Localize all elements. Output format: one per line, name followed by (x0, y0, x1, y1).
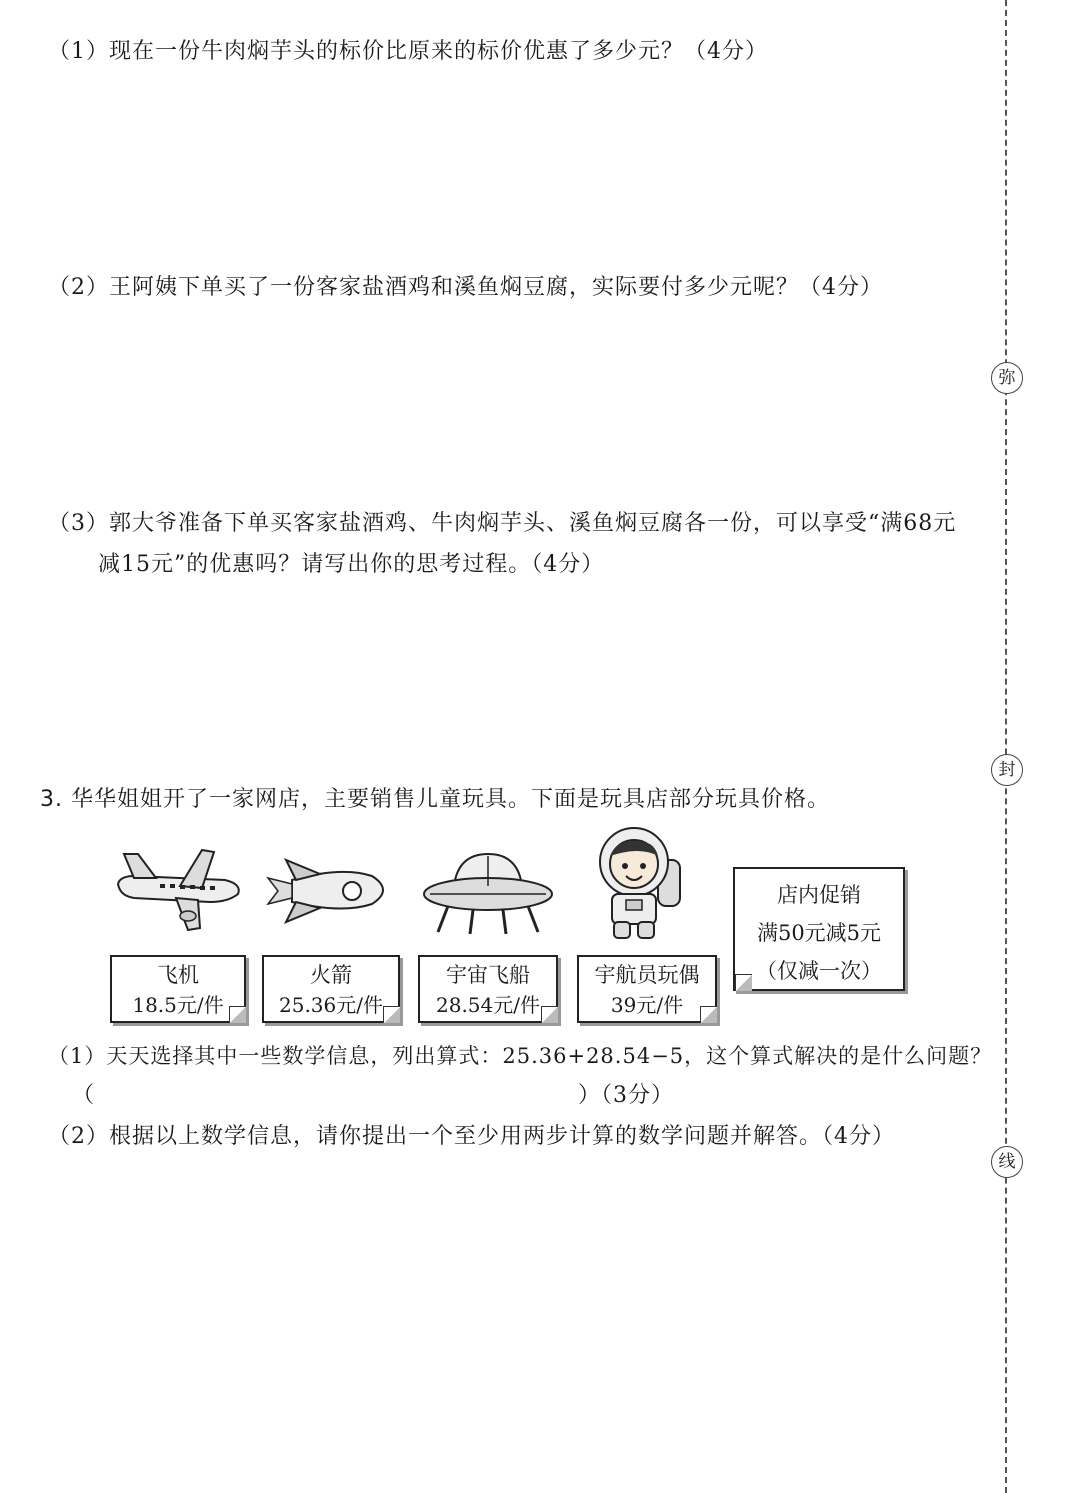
question-2-part-3: （3）郭大爷准备下单买客家盐酒鸡、牛肉焖芋头、溪鱼焖豆腐各一份，可以享受“满68元 (48, 511, 957, 536)
toy-name: 宇航员玩偶 (594, 963, 700, 987)
page-curl (383, 1006, 400, 1023)
page-curl (735, 974, 752, 991)
answer-blank-open: （ (72, 1083, 96, 1108)
toy-price: 39元/件 (610, 993, 684, 1017)
question-3-part-1: （1）天天选择其中一些数学信息，列出算式：25.36+28.54−5，这个算式解决的是什么问题？ (48, 1044, 993, 1068)
question-2-part-3-cont: 减15元”的优惠吗？请写出你的思考过程。（4分） (98, 552, 605, 577)
toy-price: 18.5元/件 (132, 993, 224, 1017)
question-3-stem: 3. 华华姐姐开了一家网店，主要销售儿童玩具。下面是玩具店部分玩具价格。 (40, 787, 830, 812)
toy-price: 28.54元/件 (436, 993, 540, 1017)
page-curl (700, 1006, 717, 1023)
toy-price: 25.36元/件 (279, 993, 383, 1017)
ufo-icon (418, 848, 558, 938)
price-tag-rocket (262, 955, 400, 1023)
question-3-part-2: （2）根据以上数学信息，请你提出一个至少用两步计算的数学问题并解答。（4分） (48, 1124, 895, 1149)
toy-name: 飞机 (157, 963, 199, 987)
promo-rule: 满50元减5元 (756, 921, 882, 945)
binding-mark: 线 (991, 1146, 1023, 1178)
question-2-part-2: （2）王阿姨下单买了一份客家盐酒鸡和溪鱼焖豆腐，实际要付多少元呢？（4分） (48, 275, 883, 300)
toy-name: 宇宙飞船 (446, 963, 530, 987)
binding-dashed-line (1005, 0, 1007, 1493)
question-2-part-1: （1）现在一份牛肉焖芋头的标价比原来的标价优惠了多少元？（4分） (48, 39, 768, 64)
price-tag-airplane (110, 955, 246, 1023)
astronaut-icon (590, 822, 690, 942)
promotion-box (733, 867, 905, 991)
price-tag-ufo (418, 955, 558, 1023)
binding-mark: 封 (991, 754, 1023, 786)
airplane-icon (110, 846, 245, 936)
binding-mark: 弥 (991, 362, 1023, 394)
answer-blank-close: ）（3分） (578, 1083, 674, 1108)
page-curl (541, 1006, 558, 1023)
promo-title: 店内促销 (777, 883, 861, 907)
toy-name: 火箭 (310, 963, 352, 987)
page-curl (229, 1006, 246, 1023)
rocket-icon (262, 856, 397, 926)
price-tag-astronaut (577, 955, 717, 1023)
promo-note: （仅减一次） (756, 959, 882, 983)
